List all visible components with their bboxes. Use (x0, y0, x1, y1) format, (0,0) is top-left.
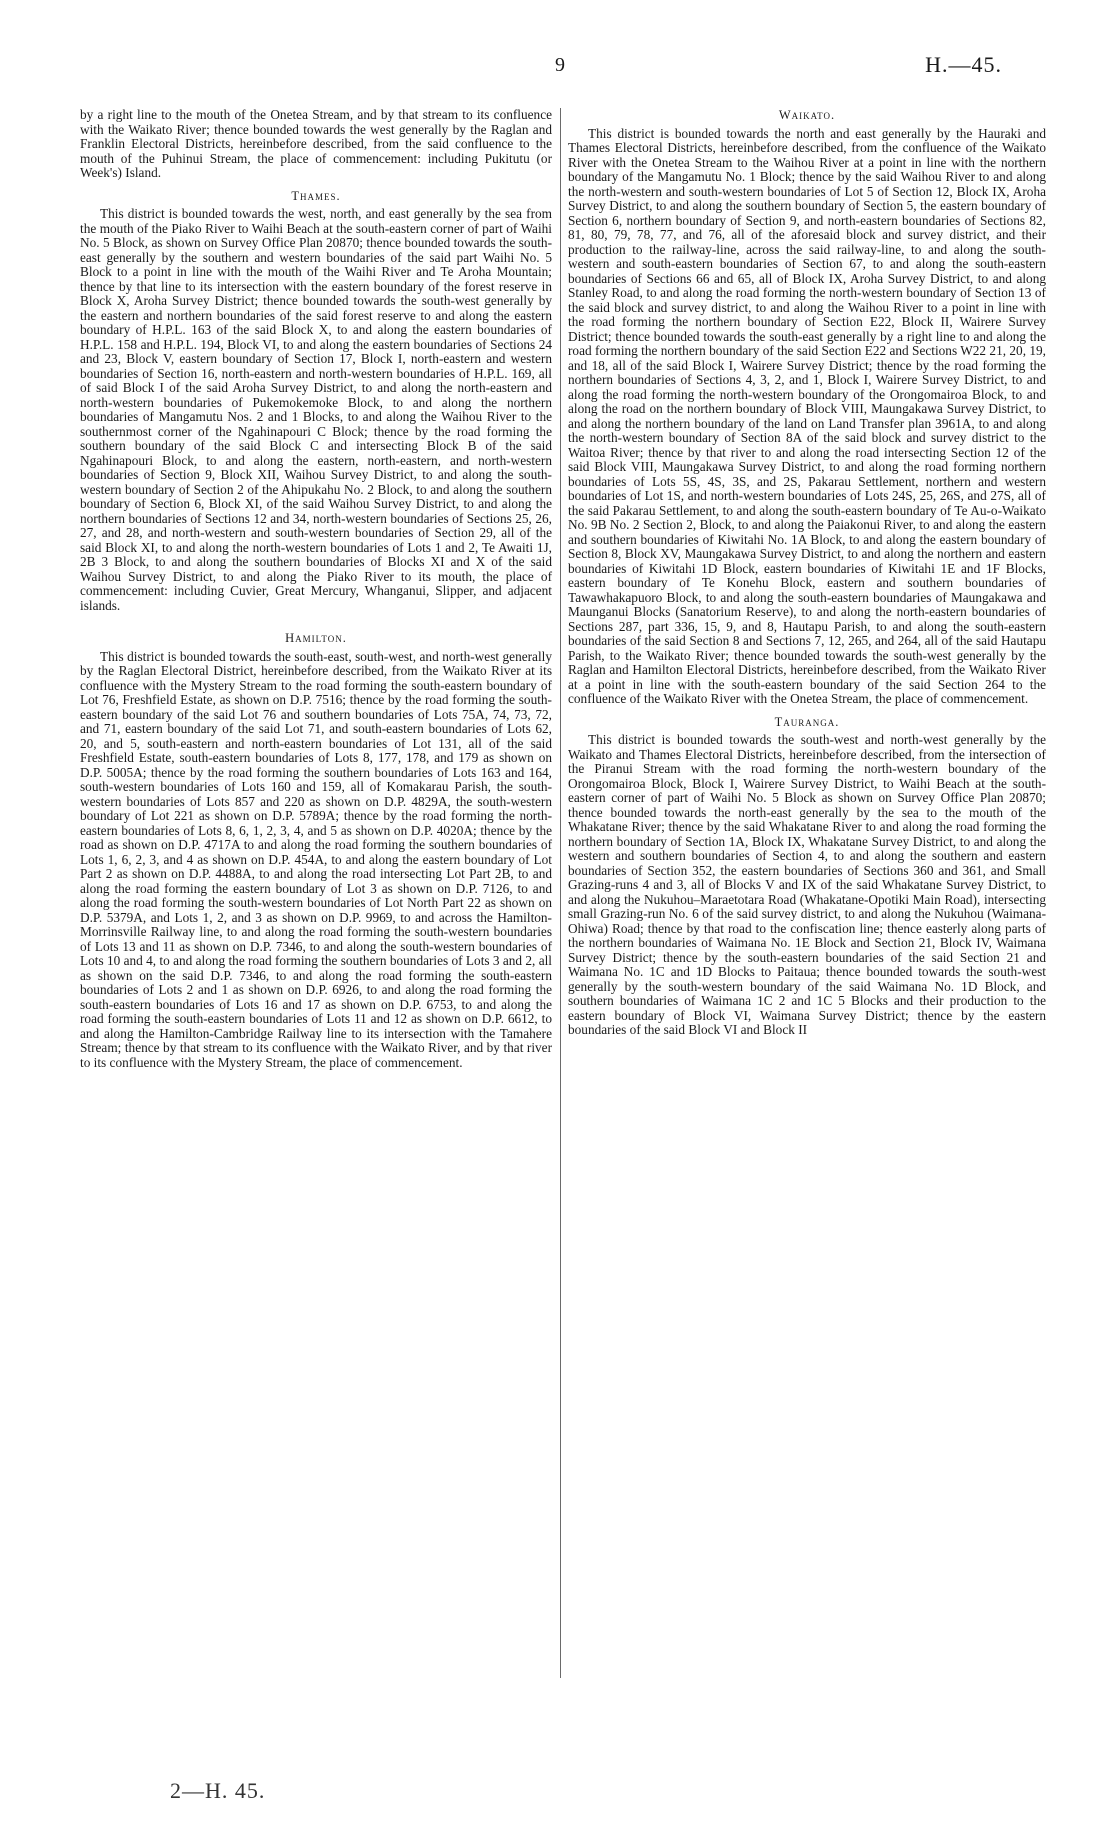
column-divider (560, 108, 561, 1678)
footer-signature-reference: 2—H. 45. (170, 1778, 266, 1803)
tauranga-paragraph: This district is bounded towards the south-west and north-west generally by the Waikato and Thames Electoral Districts, hereinbefore described, from the intersection of the Piranui Stream with the road forming the north-western boundary of the Orongomairoa Block, Block I, Wairere Survey District, to Waihi Beach at the south-eastern corner of part of Waihi No. 5 Block as shown on Survey Office Plan 20870; thence bounded towards the north-east generally by the sea to the mouth of the Whakatane River; thence by the said Whakatane River to and along the road forming the northern boundary of Section 1A, Block IX, Whakatane Survey District, to and along the western and southern boundaries of Section 4, to and along the southern and eastern boundaries of Section 352, the eastern boundaries of Sections 360 and 361, and Small Grazing-runs 4 and 3, all of Blocks V and IX of the said Whakatane Survey District, to and along the Nukuhou–Maraetotara Road (Whakatane-Opotiki Main Road), intersecting small Grazing-run No. 6 of the said survey district, to and along the Nukuhou (Waimana-Ohiwa) Road; thence by that road to the confiscation line; thence easterly along parts of the northern boundaries of Waimana No. 1E Block and Section 21, Block IV, Waimana Survey District; thence by the south-eastern boundaries of the said Section 21 and Waimana No. 1C and 1D Blocks to Paitaua; thence bounded towards the south-west generally by the south-western boundary of the said Waimana No. 1D Block, and southern boundaries of Waimana 1C 2 and 1C 5 Blocks and their production to the eastern boundary of Block VI, Waimana Survey District; thence by the eastern boundaries of the said Block VI and Block II (568, 732, 1046, 1037)
section-heading-hamilton: Hamilton. (285, 631, 347, 645)
thames-paragraph: This district is bounded towards the west, north, and east generally by the sea from the mouth of the Piako River to Waihi Beach at the south-eastern corner of part of Waihi No. 5 Block, as shown on Survey Office Plan 20870; thence bounded towards the south-east generally by the southern and western boundaries of the said part Waihi No. 5 Block to a point in line with the mouth of the Waihi River and Te Aroha Mountain; thence by that line to its intersection with the eastern boundary of the forest reserve in Block X, Aroha Survey District; thence bounded towards the south-west generally by the eastern and northern boundaries of the said forest reserve to and along the eastern boundary of H.P.L. 163 of the said Block X, to and along the eastern boundaries of H.P.L. 158 and H.P.L. 194, Block VI, to and along the eastern boundaries of Sections 24 and 23, Block V, eastern boundary of Section 17, Block I, north-eastern and western boundaries of Section 16, north-eastern and north-western boundaries of H.P.L. 169, all of said Block I of the said Aroha Survey District, to and along the north-eastern and north-western boundaries of Pukemokemoke Block, to and along the northern boundaries of Mangamutu Nos. 2 and 1 Blocks, to and along the Waihou River to the southernmost corner of the Ngahinapouri C Block; thence by the road forming the southern boundary of the said Block C and intersecting Block B of the said Ngahinapouri Block, to and along the eastern, north-eastern, and north-western boundaries of Section 9, Block XII, Waihou Survey District, to and along the south-western boundary of Section 2 of the Ahipukahu No. 2 Block, to and along the southern boundary of Section 6, Block XI, of the said Waihou Survey District, to and along the northern boundaries of Sections 12 and 34, north-western boundaries of Sections 25, 26, 27, and 28, and north-western and south-western boundaries of Section 29, all of the said Block XI, to and along the north-western boundaries of Lots 1 and 2, Te Awaiti 1J, 2B 3 Block, to and along the southern boundaries of Blocks XI and X of the said Waihou Survey District, to and along the Piako River to its mouth, the place of commencement: including Cuvier, Great Mercury, Whanganui, Slipper, and adjacent islands. (80, 206, 552, 613)
section-heading-waikato: Waikato. (778, 108, 836, 122)
hamilton-paragraph: This district is bounded towards the south-east, south-west, and north-west generally by the Raglan Electoral District, hereinbefore described, from the Waikato River at its confluence with the Mystery Stream to the road forming the south-eastern boundary of Lot 76, Freshfield Estate, as shown on D.P. 7516; thence by the road forming the south-eastern boundary of the said Lot 76 and southern boundaries of Lots 75A, 74, 73, 72, and 71, eastern boundary of the said Lot 71, and south-eastern boundaries of Lots 62, 20, and 5, south-eastern and north-eastern boundaries of Lot 131, all of the said Freshfield Estate, south-eastern boundaries of Lots 8, 177, 178, and 179 as shown on D.P. 5005A; thence by the road forming the southern boundaries of Lots 163 and 164, south-western boundaries of Lots 160 and 159, all of Komakarau Parish, the south-western boundaries of Lots 857 and 220 as shown on D.P. 4829A, the south-western boundary of Lot 221 as shown on D.P. 5789A; thence by the road forming the north-eastern boundaries of Lots 8, 6, 1, 2, 3, 4, and 5 as shown on D.P. 4020A; thence by the road as shown on D.P. 4717A to and along the road forming the southern boundaries of Lots 1, 6, 2, 3, and 4 as shown on D.P. 454A, to and along the eastern boundary of Lot Part 2 as shown on D.P. 4488A, to and along the road intersecting Lot Part 2B, to and along the road forming the eastern boundary of Lot 3 as shown on D.P. 7126, to and along the road forming the south-western boundaries of Lot North Part 22 as shown on D.P. 5379A, and Lots 1, 2, and 3 as shown on D.P. 9969, to and across the Hamilton-Morrinsville Railway line, to and along the road forming the south-western boundaries of Lots 13 and 11 as shown on D.P. 7346, to and along the south-western boundaries of Lots 10 and 4, to and along the road forming the southern boundaries of Lots 3 and 2, all as shown on the said D.P. 7346, to and along the road forming the south-eastern boundaries of Lots 2 and 1 as shown on D.P. 6926, to and along the road forming the south-eastern boundaries of Lots 16 and 17 as shown on D.P. 6753, to and along the road forming the south-eastern boundaries of Lots 11 and 12 as shown on D.P. 6612, to and along the Hamilton-Cambridge Railway line to its intersection with the Tamahere Stream; thence by that stream to its confluence with the Waikato River, and by that river to its confluence with the Mystery Stream, the place of commencement. (80, 648, 552, 1070)
document-reference: H.—45. (925, 52, 1002, 77)
page-number: 9 (555, 54, 565, 76)
section-heading-thames: Thames. (291, 188, 341, 203)
right-column (568, 108, 1046, 1038)
section-heading-tauranga: Tauranga. (774, 714, 840, 729)
continued-paragraph: by a right line to the mouth of the Onetea Stream, and by that stream to its confluence with the Waikato River; thence bounded towards the west generally by the Raglan and Franklin Electoral Districts, hereinbefore described, from the said confluence to the mouth of the Puhinui Stream, the place of commencement: including Pukitutu (or Week's) Island. (80, 107, 552, 180)
waikato-paragraph: This district is bounded towards the north and east generally by the Hauraki and Thames Electoral Districts, hereinbefore described, from the confluence of the Waikato River with the Onetea Stream to the Waihou River at a point in line with the northern boundary of the Mangamutu No. 1 Block; thence by the said Waihou River to and along the north-western and south-western boundaries of Lot 5 of Section 12, Block IX, Aroha Survey District, to and along the southern boundary of Section 5, the eastern boundary of Section 6, northern boundary of Section 9, and north-eastern boundaries of Sections 82, 81, 80, 79, 78, 77, and 76, all of the aforesaid block and survey district, and their production to the railway-line, across the said railway-line, to and along the south-western and south-eastern boundaries of Section 67, to and along the south-eastern boundaries of Sections 66 and 65, all of Block IX, Aroha Survey District, to and along Stanley Road, to and along the road forming the north-western boundary of Section 13 of the said block and survey district, to and along the Waihou River to a point in line with the road forming the northern boundary of Section E22, Block II, Wairere Survey District; thence bounded towards the south-east generally by a right line to and along the road forming the northern boundary of the said Section E22 and Sections W22 21, 20, 19, and 18, all of the said Block I, Wairere Survey District; thence by the road forming the northern boundaries of Sections 4, 3, 2, and 1, Block I, Wairere Survey District, to and along the road forming the north-western boundary of the Orongomairoa Block, to and along the road on the northern boundary of Block VIII, Maungakawa Survey District, to and along the northern boundary of the land on Land Transfer plan 3961A, to and along the north-western boundary of Section 8A of the said block and survey district to the Waitoa River; thence by that river to and along the road intersecting Section 12 of the said Block VIII, Maungakawa Survey District, to and along the road forming northern boundaries of Lots 5S, 4S, 3S, and 2S, Pakarau Settlement, northern and western boundaries of Lot 1S, and north-western boundaries of Lots 24S, 25, 26S, and 27S, all of the said Pakarau Settlement, to and along the south-eastern boundary of Te Au-o-Waikato No. 9B No. 2 Section 2, Block, to and along the Paiakonui River, to and along the eastern and southern boundaries of Kiwitahi No. 1A Block, to and along the eastern boundary of Section 8, Block XV, Maungakawa Survey District, to and along the northern and eastern boundaries of Kiwitahi 1D Block, eastern boundaries of Kiwitahi 1E and 1F Blocks, eastern boundary of Te Konehu Block, eastern and southern boundaries of Tawawhakapuoro Block, to and along the south-eastern boundaries of Maungakawa and Maunganui Blocks (Sanatorium Reserve), to and along the north-eastern boundaries of Sections 287, part 336, 15, 9, and 8, Hautapu Parish, to and along the south-eastern boundaries of the said Section 8 and Sections 7, 12, 265, and 264, all of the said Hautapu Parish, to the Waikato River; thence bounded towards the south-west generally by the Raglan and Hamilton Electoral Districts, hereinbefore described, from the Waikato River at a point in line with the south-eastern boundary of the said Section 264 to the confluence of the Waikato River with the Onetea Stream, the place of commencement. (568, 125, 1046, 706)
left-column (80, 108, 552, 1070)
